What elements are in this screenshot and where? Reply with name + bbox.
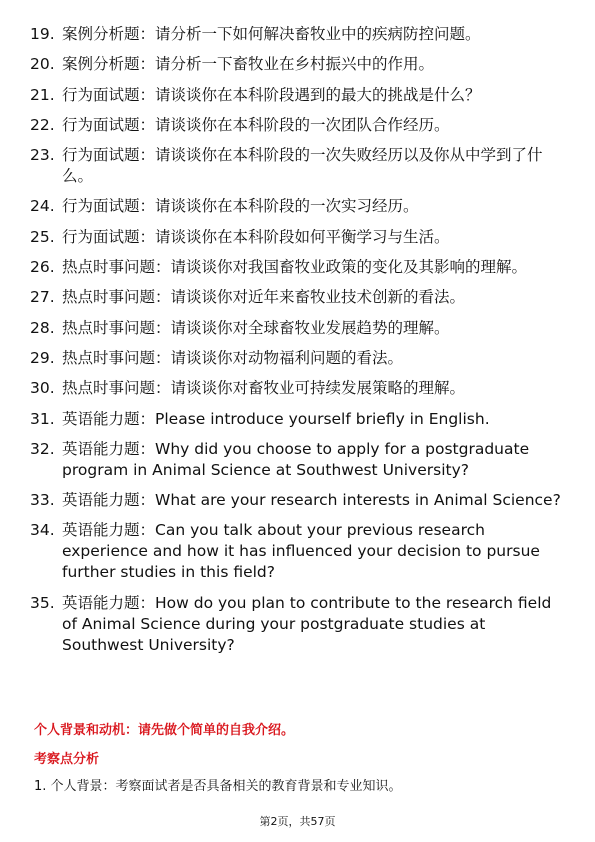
question-text: 行为面试题：请谈谈你在本科阶段如何平衡学习与生活。 bbox=[62, 227, 450, 246]
question-list bbox=[30, 24, 565, 665]
question-item bbox=[30, 145, 565, 187]
question-item bbox=[30, 439, 565, 481]
question-item bbox=[30, 196, 565, 217]
question-text: 案例分析题：请分析一下如何解决畜牧业中的疾病防控问题。 bbox=[62, 25, 481, 43]
question-number: 35. bbox=[30, 593, 55, 612]
analysis-heading: 考察点分析 bbox=[34, 752, 100, 767]
question-number: 26. bbox=[30, 258, 55, 277]
question-number: 21. bbox=[30, 85, 55, 104]
question-item bbox=[30, 257, 565, 278]
page-footer: 第2页，共57页 bbox=[259, 815, 336, 828]
question-number: 20. bbox=[30, 55, 55, 74]
question-number: 28. bbox=[30, 318, 55, 337]
question-item bbox=[30, 287, 565, 308]
analysis-point: 1. 个人背景：考察面试者是否具备相关的教育背景和专业知识。 bbox=[34, 779, 402, 794]
question-number: 27. bbox=[30, 288, 55, 307]
question-text: 热点时事问题：请谈谈你对我国畜牧业政策的变化及其影响的理解。 bbox=[62, 258, 528, 277]
question-item bbox=[30, 85, 565, 106]
question-text: 热点时事问题：请谈谈你对动物福利问题的看法。 bbox=[62, 348, 404, 367]
question-item bbox=[30, 348, 565, 369]
question-text: 热点时事问题：请谈谈你对近年来畜牧业技术创新的看法。 bbox=[62, 288, 466, 307]
question-item bbox=[30, 593, 565, 656]
section-heading: 个人背景和动机：请先做个简单的自我介绍。 bbox=[34, 723, 295, 738]
question-item bbox=[30, 490, 565, 511]
question-item bbox=[30, 318, 565, 339]
question-text: 英语能力题：Why did you choose to apply for a postgraduate program in Animal Science at Southwest University? bbox=[62, 439, 530, 479]
question-text: 行为面试题：请谈谈你在本科阶段遇到的最大的挑战是什么？ bbox=[62, 85, 481, 104]
question-item bbox=[30, 227, 565, 248]
question-number: 19. bbox=[30, 25, 55, 43]
question-number: 34. bbox=[30, 521, 55, 540]
question-text: 热点时事问题：请谈谈你对全球畜牧业发展趋势的理解。 bbox=[62, 318, 450, 337]
question-number: 29. bbox=[30, 348, 55, 367]
question-number: 25. bbox=[30, 227, 55, 246]
question-number: 30. bbox=[30, 379, 55, 398]
question-item bbox=[30, 409, 565, 430]
question-number: 33. bbox=[30, 491, 55, 510]
question-text: 热点时事问题：请谈谈你对畜牧业可持续发展策略的理解。 bbox=[62, 379, 466, 398]
question-item bbox=[30, 115, 565, 136]
question-text: 英语能力题：Can you talk about your previous research experience and how it has influenced your decision to pursue further studies in this field? bbox=[62, 521, 540, 582]
question-number: 22. bbox=[30, 115, 55, 134]
question-text: 行为面试题：请谈谈你在本科阶段的一次团队合作经历。 bbox=[62, 115, 450, 134]
question-item bbox=[30, 520, 565, 583]
question-item bbox=[30, 24, 565, 45]
question-text: 英语能力题：What are your research interests in Animal Science? bbox=[62, 491, 561, 510]
question-text: 英语能力题：Please introduce yourself briefly in English. bbox=[62, 409, 490, 428]
question-item bbox=[30, 54, 565, 75]
question-text: 英语能力题：How do you plan to contribute to the research field of Animal Science during your postgraduate studies at Southwest University? bbox=[62, 593, 552, 654]
question-item bbox=[30, 378, 565, 399]
question-number: 32. bbox=[30, 439, 55, 458]
question-text: 行为面试题：请谈谈你在本科阶段的一次实习经历。 bbox=[62, 197, 419, 216]
question-number: 24. bbox=[30, 197, 55, 216]
question-text: 案例分析题：请分析一下畜牧业在乡村振兴中的作用。 bbox=[62, 55, 435, 74]
question-text: 行为面试题：请谈谈你在本科阶段的一次失败经历以及你从中学到了什么。 bbox=[62, 146, 543, 186]
question-number: 23. bbox=[30, 146, 55, 165]
question-number: 31. bbox=[30, 409, 55, 428]
